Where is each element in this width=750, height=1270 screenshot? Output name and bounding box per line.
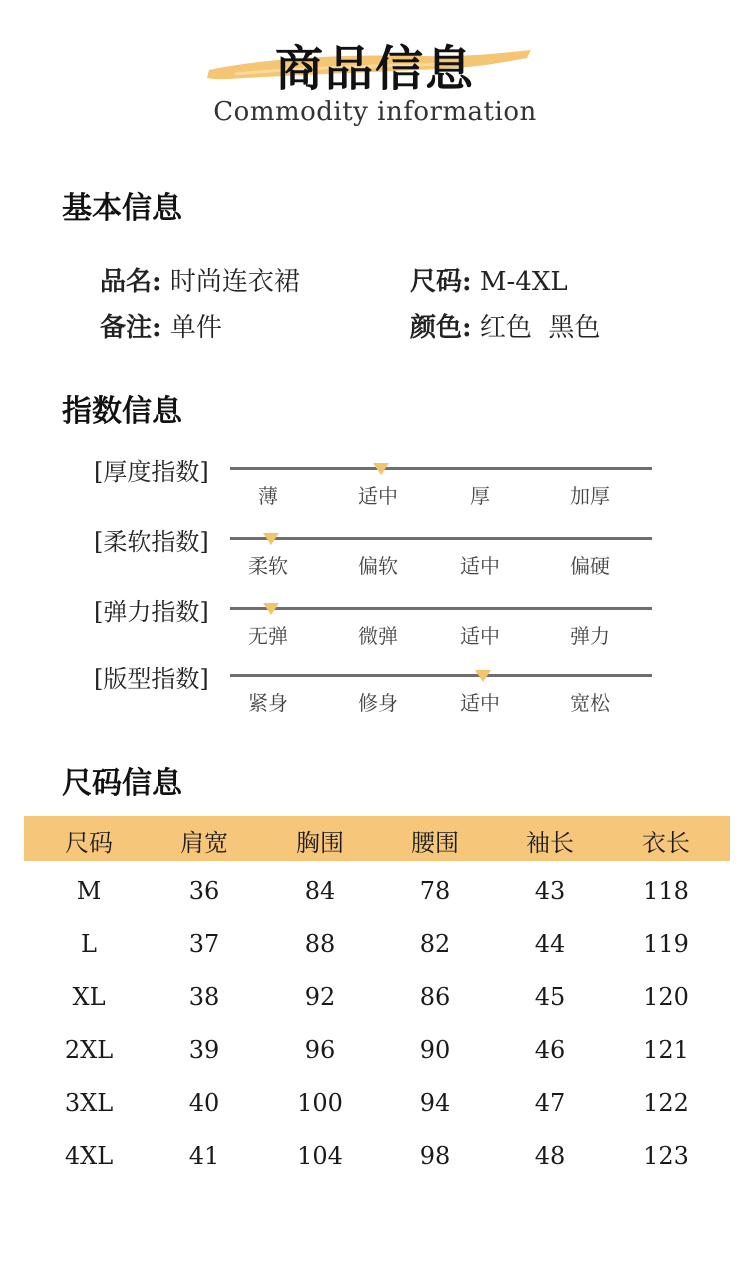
index-option: 偏软 (358, 554, 398, 578)
size-table-cell: 92 (304, 983, 336, 1011)
size-table-cell: 84 (304, 877, 336, 905)
size-table-cell: 39 (188, 1036, 220, 1064)
color-label: 颜色: (410, 313, 472, 343)
page-title: 商品信息 (274, 41, 475, 97)
index-option: 加厚 (570, 484, 610, 508)
product-name-value: 时尚连衣裙 (169, 267, 300, 297)
size-table-cell: XL (72, 983, 106, 1011)
index-scale-line (230, 537, 652, 540)
size-table-cell: 94 (419, 1089, 451, 1117)
size-table-header (24, 816, 730, 861)
color-value: 红色 黑色 (479, 313, 601, 343)
index-option: 弹力 (570, 624, 610, 648)
size-table-cell: 82 (419, 930, 451, 958)
index-option: 适中 (460, 624, 500, 648)
size-table-cell: 122 (643, 1089, 689, 1117)
page-subtitle: Commodity information (213, 97, 537, 127)
size-table-cell: 118 (643, 877, 689, 905)
index-label: [版型指数] (94, 665, 209, 693)
size-table-cell: 3XL (64, 1089, 114, 1117)
size-table-cell: 4XL (64, 1142, 114, 1170)
index-marker-icon (263, 533, 279, 545)
size-table-cell: 2XL (64, 1036, 114, 1064)
index-option: 修身 (358, 691, 398, 715)
size-table-cell: 100 (297, 1089, 343, 1117)
index-option: 紧身 (248, 691, 288, 715)
size-column-header: 腰围 (411, 829, 459, 857)
size-table-cell: 41 (188, 1142, 220, 1170)
product-name-row (100, 261, 300, 298)
index-option: 适中 (460, 554, 500, 578)
size-table-cell: 123 (643, 1142, 689, 1170)
size-table-cell: 40 (188, 1089, 220, 1117)
index-option: 微弹 (358, 624, 398, 648)
size-info-title: 尺码信息 (62, 766, 182, 801)
size-table-cell: 120 (643, 983, 689, 1011)
index-label: [柔软指数] (94, 528, 209, 556)
index-scale-line (230, 674, 652, 677)
size-table-cell: 47 (534, 1089, 566, 1117)
size-table-cell: 37 (188, 930, 220, 958)
basic-info-title: 基本信息 (62, 191, 182, 226)
size-table-cell: 88 (304, 930, 336, 958)
index-scale-line (230, 467, 652, 470)
size-table-cell: 78 (419, 877, 451, 905)
index-marker-icon (475, 670, 491, 682)
index-option: 无弹 (248, 624, 288, 648)
size-table-cell: L (81, 930, 97, 958)
size-table-cell: 121 (643, 1036, 689, 1064)
size-range-value: M-4XL (479, 267, 568, 297)
size-table-cell: 43 (534, 877, 566, 905)
size-table-cell: M (76, 877, 102, 905)
size-table-cell: 45 (534, 983, 566, 1011)
page-header (0, 0, 750, 140)
size-column-header: 肩宽 (180, 829, 228, 857)
size-table-cell: 90 (419, 1036, 451, 1064)
index-label: [厚度指数] (94, 458, 209, 486)
index-marker-icon (373, 463, 389, 475)
note-row (100, 307, 222, 344)
index-option: 适中 (460, 691, 500, 715)
size-column-header: 袖长 (526, 829, 574, 857)
index-scale-line (230, 607, 652, 610)
index-option: 厚 (470, 484, 490, 508)
size-column-header: 尺码 (65, 829, 113, 857)
index-label: [弹力指数] (94, 598, 209, 626)
size-table-cell: 86 (419, 983, 451, 1011)
size-table-cell: 38 (188, 983, 220, 1011)
size-table-cell: 119 (643, 930, 689, 958)
size-table-cell: 96 (304, 1036, 336, 1064)
size-range-label: 尺码: (410, 267, 472, 297)
index-option: 柔软 (248, 554, 288, 578)
note-label: 备注: (100, 313, 162, 343)
size-column-header: 衣长 (642, 829, 690, 857)
color-row (410, 307, 600, 344)
note-value: 单件 (169, 313, 222, 343)
size-table-cell: 44 (534, 930, 566, 958)
index-marker-icon (263, 603, 279, 615)
size-column-header: 胸围 (296, 829, 344, 857)
index-option: 适中 (358, 484, 398, 508)
index-option: 薄 (258, 484, 278, 508)
size-table-cell: 46 (534, 1036, 566, 1064)
size-range-row (410, 261, 568, 298)
index-info-title: 指数信息 (62, 394, 182, 429)
size-table-cell: 104 (297, 1142, 343, 1170)
index-option: 偏硬 (570, 554, 610, 578)
index-option: 宽松 (570, 691, 610, 715)
size-table-cell: 48 (534, 1142, 566, 1170)
size-table-cell: 98 (419, 1142, 451, 1170)
product-name-label: 品名: (100, 267, 162, 297)
size-table-cell: 36 (188, 877, 220, 905)
